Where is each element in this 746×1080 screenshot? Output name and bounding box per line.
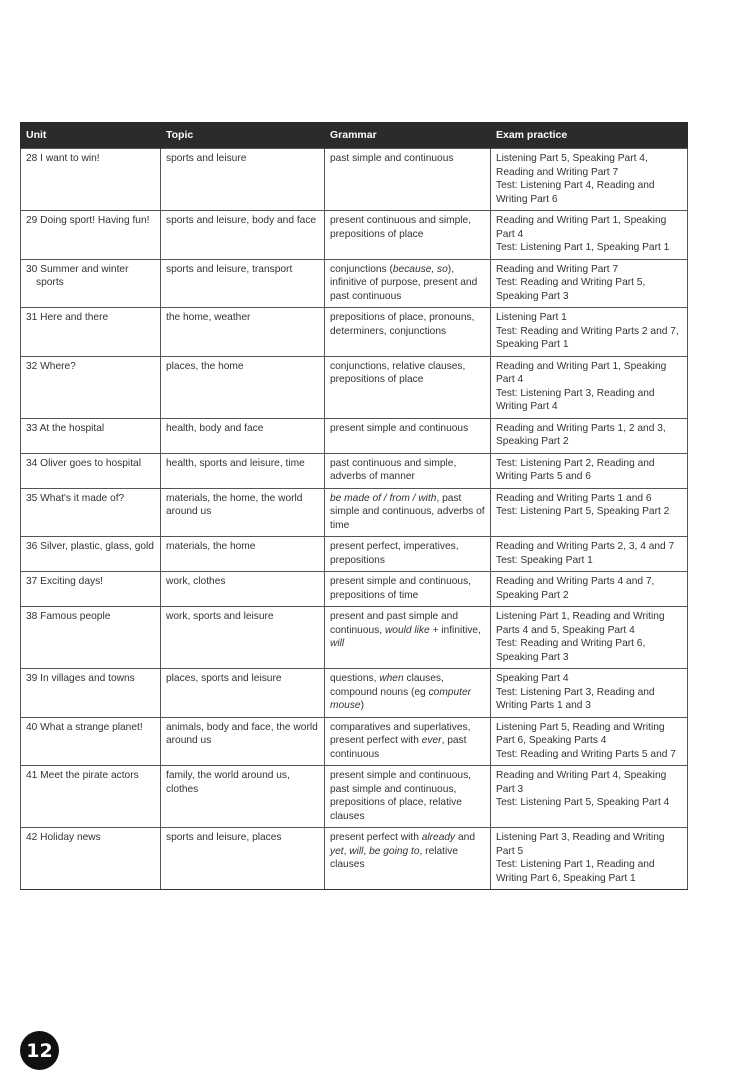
grammar-text: clauses, compound nouns (eg: [330, 673, 444, 698]
grammar-text: present perfect, imperatives, prepositions: [330, 541, 459, 566]
table-row: [21, 308, 688, 357]
unit-title: 34 Oliver goes to hospital: [26, 457, 141, 469]
exam-practice-line: Test: Listening Part 4, Reading and Writing Part 6: [496, 180, 655, 205]
table-row: [21, 717, 688, 766]
grammar-text: past simple and continuous: [330, 153, 454, 164]
unit-cell: [21, 669, 161, 718]
grammar-text: ,: [343, 845, 350, 857]
exam-practice-line: Reading and Writing Parts 1, 2 and 3, Speaking Part 2: [496, 422, 666, 447]
exam-practice-line: Test: Listening Part 5, Speaking Part 2: [496, 506, 670, 517]
exam-practice-line: Reading and Writing Part 7: [496, 263, 619, 275]
unit-cell: [21, 828, 161, 890]
exam-practice-line: Test: Listening Part 1, Speaking Part 1: [496, 242, 670, 253]
exam-practice-line: Test: Listening Part 5, Speaking Part 4: [496, 797, 670, 808]
unit-title: 28 I want to win!: [26, 153, 100, 164]
unit-title: 36 Silver, plastic, glass, gold: [26, 541, 154, 552]
grammar-text: ): [360, 700, 364, 711]
grammar-text: present simple and continuous, past simple and continuous, prepositions of place, relative clauses: [330, 770, 472, 822]
unit-cell: [21, 766, 161, 828]
topic-cell: materials, the home, the world around us: [161, 488, 325, 537]
grammar-text: ,: [363, 845, 370, 857]
table-row: [21, 488, 688, 537]
exam-practice-line: Reading and Writing Part 1, Speaking Part 4: [496, 360, 667, 385]
exam-practice-line: Test: Reading and Writing Part 5, Speaking Part 3: [496, 277, 646, 302]
topic-cell: health, sports and leisure, time: [161, 453, 325, 488]
grammar-cell: [325, 766, 491, 828]
topic-cell: sports and leisure, transport: [161, 259, 325, 308]
topic-cell: places, the home: [161, 356, 325, 418]
topic-cell: the home, weather: [161, 308, 325, 357]
unit-cell: [21, 356, 161, 418]
grammar-text: present simple and continuous: [330, 422, 469, 434]
exam-practice-cell: [491, 149, 688, 211]
grammar-text: prepositions of place, pronouns, determiners, conjunctions: [330, 312, 475, 337]
unit-title: 39 In villages and towns: [26, 673, 135, 684]
unit-cell: [21, 308, 161, 357]
exam-practice-line: Reading and Writing Part 1, Speaking Part 4: [496, 215, 667, 240]
exam-practice-cell: [491, 766, 688, 828]
grammar-cell: [325, 488, 491, 537]
topic-cell: animals, body and face, the world around us: [161, 717, 325, 766]
grammar-cell: [325, 717, 491, 766]
grammar-italic-term: be going to: [369, 845, 420, 857]
grammar-cell: [325, 418, 491, 453]
unit-title: 40 What a strange planet!: [26, 721, 143, 733]
grammar-text: , relative clauses: [330, 845, 459, 870]
topic-cell: sports and leisure, body and face: [161, 211, 325, 260]
header-topic: Topic: [161, 122, 325, 149]
exam-practice-cell: [491, 669, 688, 718]
page-number-badge: 12: [20, 1031, 59, 1070]
grammar-cell: [325, 572, 491, 607]
topic-cell: sports and leisure: [161, 149, 325, 211]
exam-practice-cell: [491, 211, 688, 260]
grammar-text: , past simple and continuous, adverbs of time: [330, 492, 485, 531]
grammar-italic-term: because, so: [392, 263, 448, 275]
table-row: [21, 607, 688, 669]
grammar-cell: [325, 211, 491, 260]
grammar-text: present and past simple and continuous,: [330, 611, 458, 636]
table-row: [21, 149, 688, 211]
exam-practice-line: Test: Listening Part 3, Reading and Writing Part 4: [496, 387, 655, 412]
unit-cell: [21, 149, 161, 211]
table-row: [21, 828, 688, 890]
table-row: [21, 418, 688, 453]
unit-cell: [21, 607, 161, 669]
unit-cell: [21, 418, 161, 453]
topic-cell: work, sports and leisure: [161, 607, 325, 669]
topic-cell: sports and leisure, places: [161, 828, 325, 890]
exam-practice-line: Listening Part 5, Speaking Part 4, Reading and Writing Part 7: [496, 153, 648, 178]
exam-practice-line: Test: Reading and Writing Part 6, Speaking Part 3: [496, 638, 646, 663]
grammar-text: ), infinitive of purpose, present and past continuous: [330, 263, 478, 302]
unit-title: 33 At the hospital: [26, 422, 105, 434]
unit-cell: [21, 211, 161, 260]
exam-practice-cell: [491, 488, 688, 537]
grammar-text: comparatives and superlatives, present perfect with: [330, 721, 471, 746]
exam-practice-cell: [491, 418, 688, 453]
topic-cell: family, the world around us, clothes: [161, 766, 325, 828]
table-row: [21, 669, 688, 718]
grammar-cell: [325, 356, 491, 418]
unit-cell: [21, 488, 161, 537]
table-row: [21, 259, 688, 308]
grammar-cell: [325, 149, 491, 211]
grammar-italic-term: already: [421, 832, 456, 843]
grammar-text: present simple and continuous, prepositions of time: [330, 576, 472, 601]
header-unit: Unit: [21, 122, 161, 149]
contents-table: [20, 122, 688, 890]
grammar-text: conjunctions (: [330, 263, 393, 275]
unit-cell: [21, 453, 161, 488]
exam-practice-cell: [491, 308, 688, 357]
exam-practice-line: Test: Listening Part 2, Reading and Writing Parts 5 and 6: [496, 457, 655, 482]
exam-practice-line: Listening Part 3, Reading and Writing Part 5: [496, 832, 665, 857]
exam-practice-line: Speaking Part 4: [496, 673, 569, 684]
exam-practice-cell: [491, 572, 688, 607]
table-row: [21, 453, 688, 488]
exam-practice-cell: [491, 607, 688, 669]
unit-cell: [21, 259, 161, 308]
unit-cell: [21, 572, 161, 607]
header-grammar: Grammar: [325, 122, 491, 149]
grammar-text: conjunctions, relative clauses, prepositions of place: [330, 360, 466, 385]
exam-practice-line: Reading and Writing Parts 2, 3, 4 and 7: [496, 541, 675, 552]
exam-practice-cell: [491, 453, 688, 488]
unit-title: 32 Where?: [26, 360, 76, 372]
grammar-cell: [325, 453, 491, 488]
unit-title: 35 What's it made of?: [26, 492, 125, 504]
grammar-cell: [325, 828, 491, 890]
grammar-text: past continuous and simple, adverbs of manner: [330, 457, 457, 482]
unit-title: 37 Exciting days!: [26, 576, 104, 587]
exam-practice-line: Reading and Writing Part 4, Speaking Part 3: [496, 770, 667, 795]
unit-title: 30 Summer and winter sports: [26, 263, 129, 288]
table-row: [21, 211, 688, 260]
grammar-italic-term: will: [349, 845, 364, 857]
table-body: [21, 149, 688, 890]
table-row: [21, 356, 688, 418]
topic-cell: materials, the home: [161, 537, 325, 572]
unit-cell: [21, 717, 161, 766]
exam-practice-line: Reading and Writing Parts 1 and 6: [496, 492, 652, 504]
exam-practice-line: Listening Part 1: [496, 312, 567, 323]
exam-practice-line: Test: Listening Part 3, Reading and Writing Parts 1 and 3: [496, 686, 655, 711]
grammar-cell: [325, 308, 491, 357]
grammar-italic-term: ever: [421, 735, 442, 746]
header-exam-practice: Exam practice: [491, 122, 688, 149]
grammar-italic-term: computer mouse: [330, 686, 472, 711]
grammar-text: present continuous and simple, prepositions of place: [330, 215, 472, 240]
grammar-cell: [325, 607, 491, 669]
topic-cell: places, sports and leisure: [161, 669, 325, 718]
table-header-row: [21, 122, 688, 149]
exam-practice-line: Reading and Writing Parts 4 and 7, Speaking Part 2: [496, 576, 655, 601]
unit-title: 31 Here and there: [26, 312, 109, 323]
exam-practice-cell: [491, 356, 688, 418]
exam-practice-line: Test: Listening Part 1, Reading and Writing Part 6, Speaking Part 1: [496, 859, 655, 884]
unit-title: 38 Famous people: [26, 611, 111, 622]
grammar-italic-term: will: [330, 638, 345, 649]
exam-practice-cell: [491, 259, 688, 308]
grammar-cell: [325, 537, 491, 572]
exam-practice-line: Listening Part 5, Reading and Writing Part 6, Speaking Parts 4: [496, 721, 665, 746]
grammar-text: + infinitive,: [429, 624, 481, 636]
topic-cell: work, clothes: [161, 572, 325, 607]
grammar-italic-term: would like: [384, 624, 430, 636]
exam-practice-line: Test: Reading and Writing Parts 2 and 7, Speaking Part 1: [496, 325, 679, 350]
exam-practice-cell: [491, 537, 688, 572]
unit-cell: [21, 537, 161, 572]
unit-title: 41 Meet the pirate actors: [26, 770, 139, 781]
grammar-text: questions,: [330, 673, 380, 684]
exam-practice-line: Test: Speaking Part 1: [496, 554, 593, 566]
grammar-cell: [325, 669, 491, 718]
table-row: [21, 766, 688, 828]
table-row: [21, 537, 688, 572]
grammar-italic-term: when: [379, 673, 404, 684]
unit-title: 29 Doing sport! Having fun!: [26, 215, 150, 226]
exam-practice-line: Test: Reading and Writing Parts 5 and 7: [496, 748, 676, 760]
grammar-text: , past continuous: [330, 735, 467, 760]
exam-practice-line: Listening Part 1, Reading and Writing Parts 4 and 5, Speaking Part 4: [496, 611, 665, 636]
unit-title: 42 Holiday news: [26, 832, 101, 843]
grammar-italic-term: be made of / from / with: [330, 492, 437, 504]
grammar-italic-term: yet: [330, 845, 344, 857]
grammar-text: and: [455, 832, 475, 843]
grammar-cell: [325, 259, 491, 308]
grammar-text: present perfect with: [330, 832, 422, 843]
exam-practice-cell: [491, 828, 688, 890]
topic-cell: health, body and face: [161, 418, 325, 453]
exam-practice-cell: [491, 717, 688, 766]
table-row: [21, 572, 688, 607]
